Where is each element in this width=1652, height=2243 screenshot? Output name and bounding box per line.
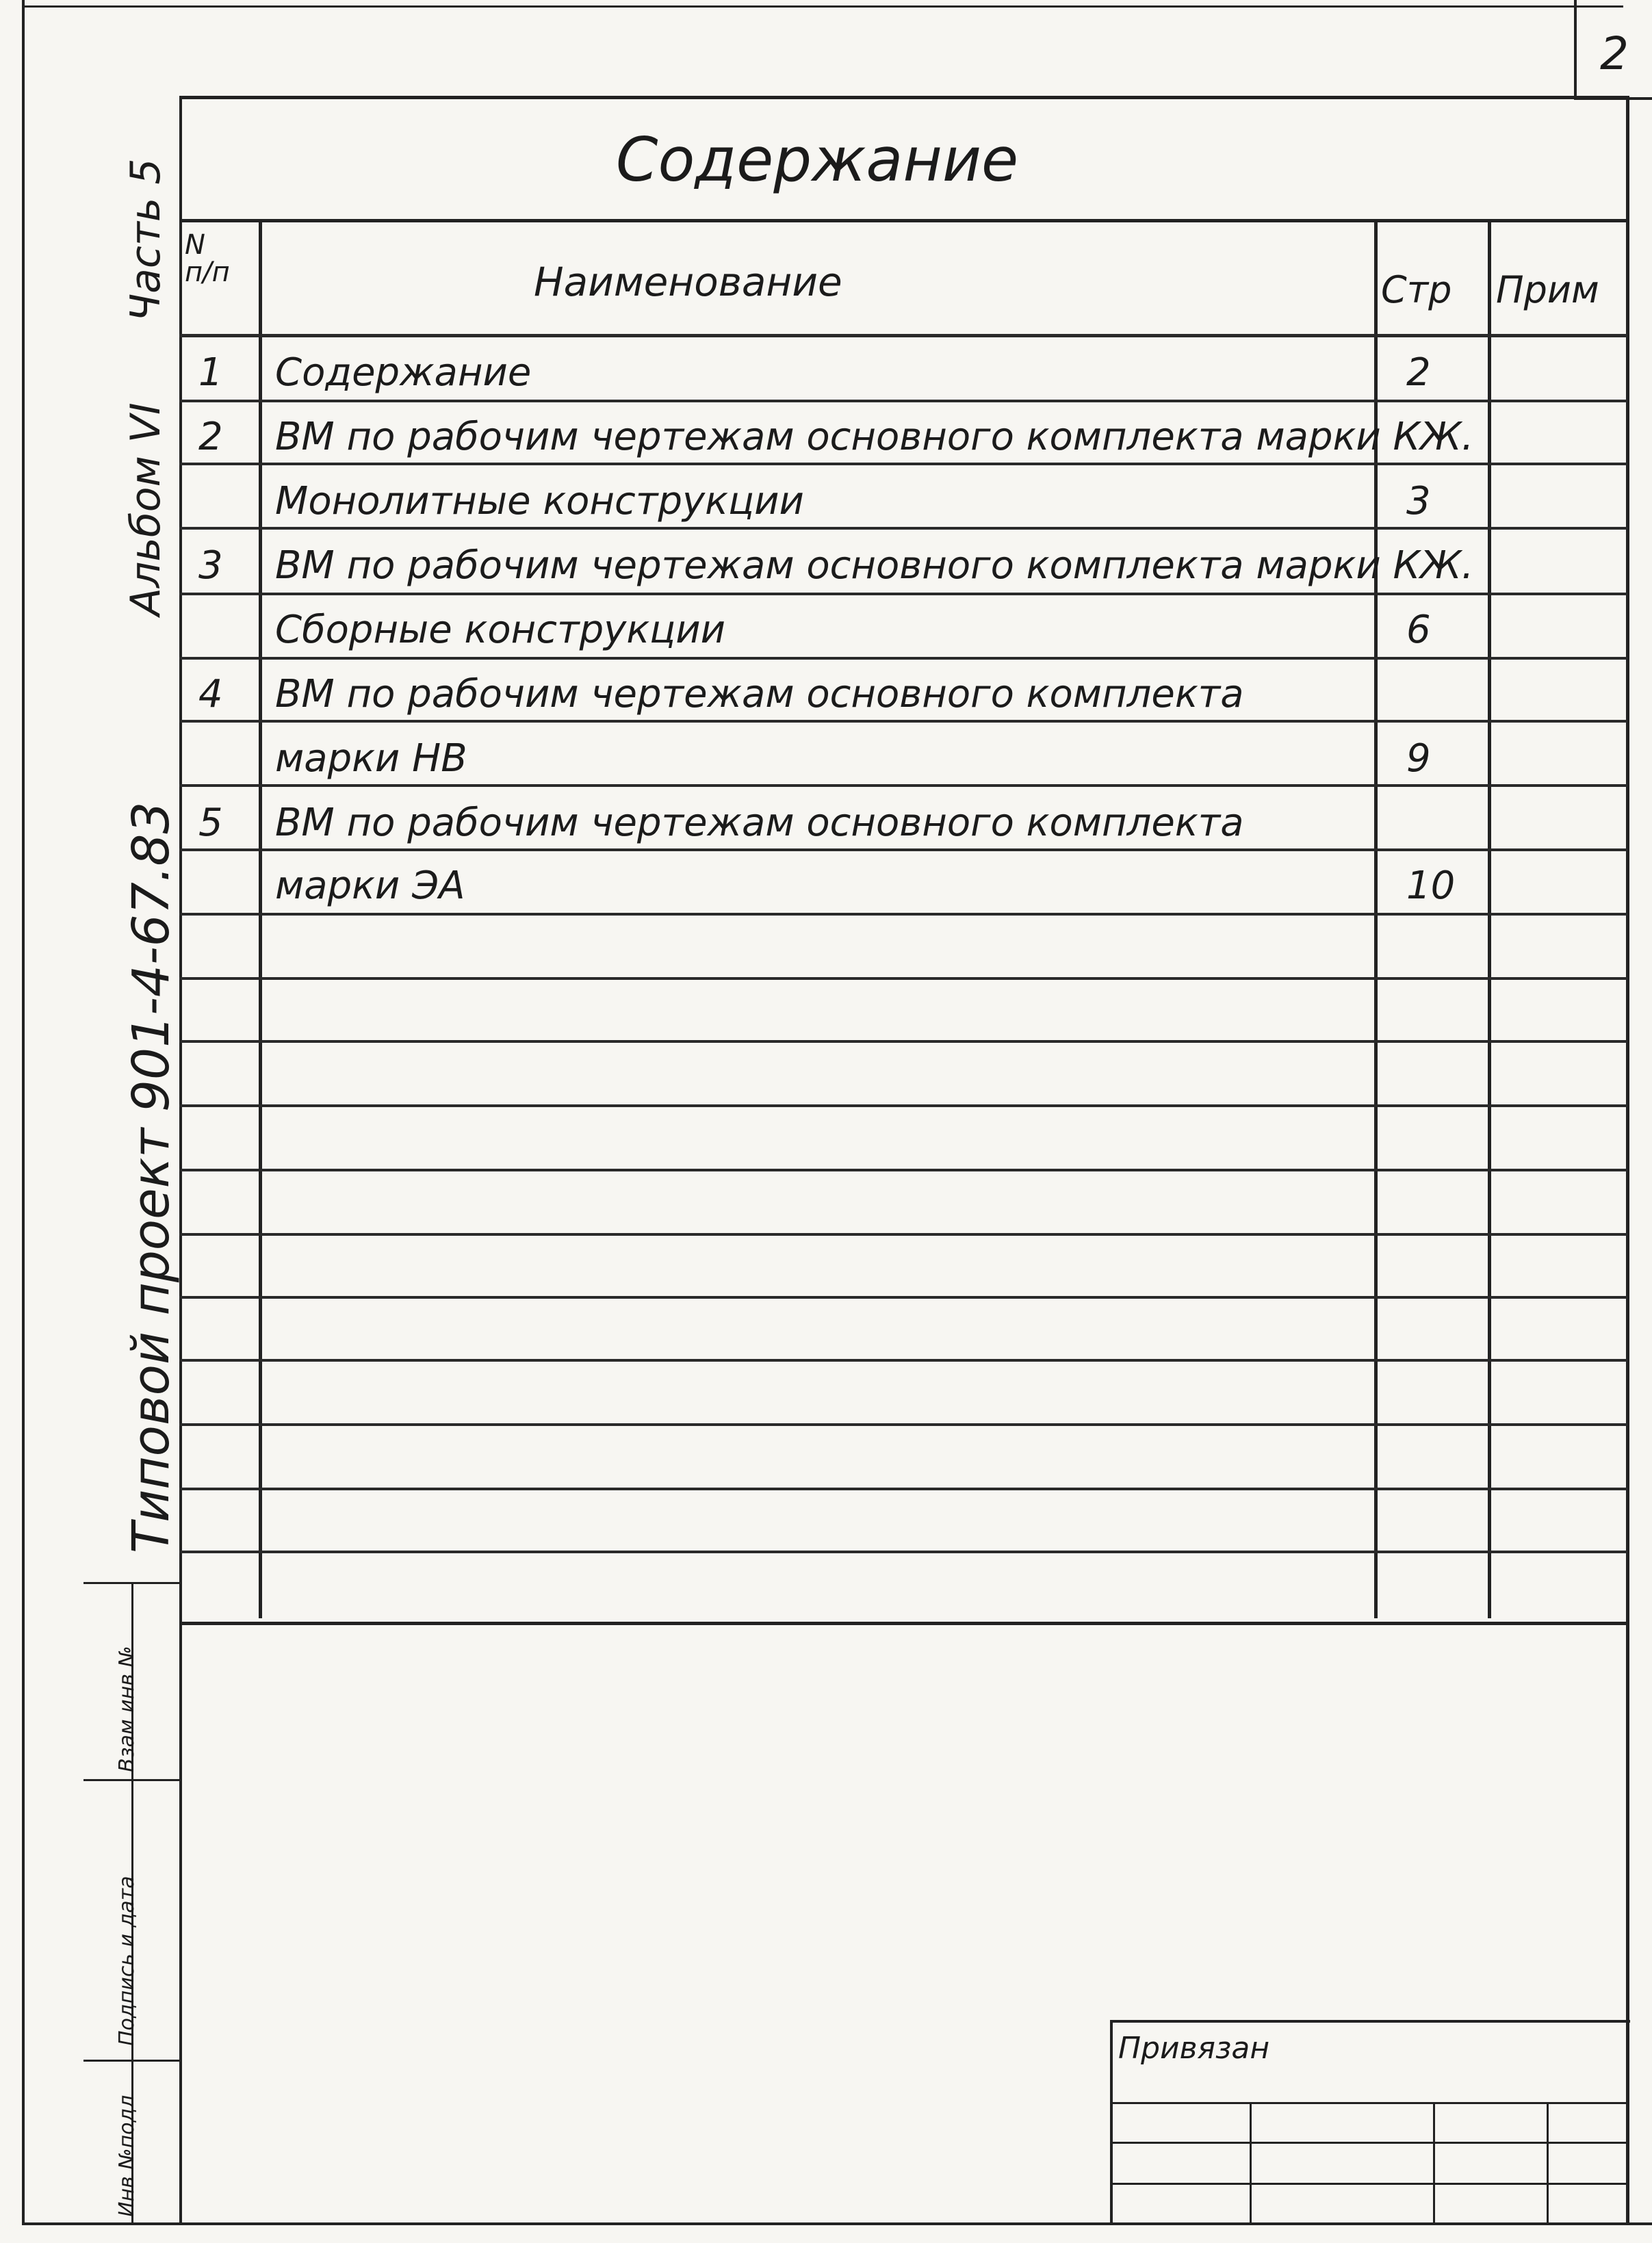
- row-line: [179, 1169, 1627, 1171]
- row-page: 3: [1406, 479, 1431, 523]
- row-line: [179, 1233, 1627, 1236]
- row-line: [179, 720, 1627, 723]
- title-divider: [179, 219, 1627, 222]
- binding-stamp-line: [1110, 2142, 1627, 2144]
- row-line: [179, 784, 1627, 787]
- row-name: ВМ по рабочим чертежам основного комплекта: [275, 801, 1244, 845]
- row-name: Сборные конструкции: [275, 608, 726, 652]
- row-line: [179, 334, 1627, 337]
- contents-table: [179, 96, 1627, 1625]
- row-line: [179, 1296, 1627, 1299]
- header-page: Стр: [1381, 268, 1452, 311]
- row-name: марки ЭА: [275, 864, 465, 908]
- binding-stamp-line: [1110, 2102, 1627, 2104]
- row-name: ВМ по рабочим чертежам основного комплекта марки КЖ.: [275, 543, 1474, 588]
- row-line: [179, 1104, 1627, 1107]
- row-line: [179, 1488, 1627, 1490]
- row-num: 4: [198, 672, 223, 716]
- binding-stamp-column: [1250, 2102, 1252, 2222]
- row-name: Монолитные конструкции: [275, 479, 804, 523]
- row-name: ВМ по рабочим чертежам основного комплекта: [275, 672, 1244, 716]
- page-number: 2: [1600, 27, 1629, 80]
- document-title: Содержание: [616, 125, 1019, 195]
- row-line: [179, 1359, 1627, 1362]
- row-num: 1: [198, 350, 223, 395]
- row-line: [179, 1423, 1627, 1426]
- row-line: [179, 848, 1627, 851]
- side-label-album: Альбом VI: [122, 402, 170, 616]
- row-line: [179, 1551, 1627, 1553]
- stamp-label-podpis-data: Подпись и дата: [115, 1876, 139, 2046]
- row-num: 5: [198, 801, 223, 845]
- binding-stamp-column: [1433, 2102, 1435, 2222]
- left-stamp-divider: [83, 2060, 179, 2062]
- header-num: N п/п: [185, 229, 230, 288]
- header-name: Наименование: [534, 259, 842, 305]
- binding-stamp-column: [1547, 2102, 1549, 2222]
- sheet-frame-left: [22, 0, 25, 2224]
- row-line: [179, 463, 1627, 465]
- binding-stamp-label: Привязан: [1118, 2031, 1270, 2066]
- row-num: 2: [198, 415, 223, 459]
- row-name: Содержание: [275, 350, 532, 395]
- row-page: 6: [1406, 608, 1431, 652]
- column-divider-page: [1488, 219, 1491, 1618]
- row-line: [179, 527, 1627, 530]
- row-line: [179, 593, 1627, 595]
- left-stamp-divider: [83, 1779, 179, 1781]
- side-label-project: Типовой проект 901-4-67.83: [122, 801, 181, 1553]
- binding-stamp-line: [1110, 2183, 1627, 2185]
- sheet-frame-top: [22, 5, 1623, 8]
- column-divider-num: [259, 219, 262, 1618]
- row-line: [179, 657, 1627, 660]
- side-label-part: Часть 5: [122, 158, 170, 322]
- row-line: [179, 400, 1627, 402]
- row-name: марки НВ: [275, 736, 467, 781]
- row-page: 2: [1406, 350, 1431, 395]
- row-page: 10: [1406, 864, 1456, 908]
- row-page: 9: [1406, 736, 1431, 781]
- row-name: ВМ по рабочим чертежам основного комплекта марки КЖ.: [275, 415, 1474, 459]
- header-note: Прим: [1496, 268, 1599, 311]
- row-line: [179, 913, 1627, 916]
- stamp-label-inv-podl: Инв №подл: [115, 2095, 139, 2217]
- row-line: [179, 977, 1627, 980]
- row-num: 3: [198, 543, 223, 588]
- row-line: [179, 1040, 1627, 1043]
- stamp-label-vzam-inv: Взам инв №: [115, 1646, 139, 1772]
